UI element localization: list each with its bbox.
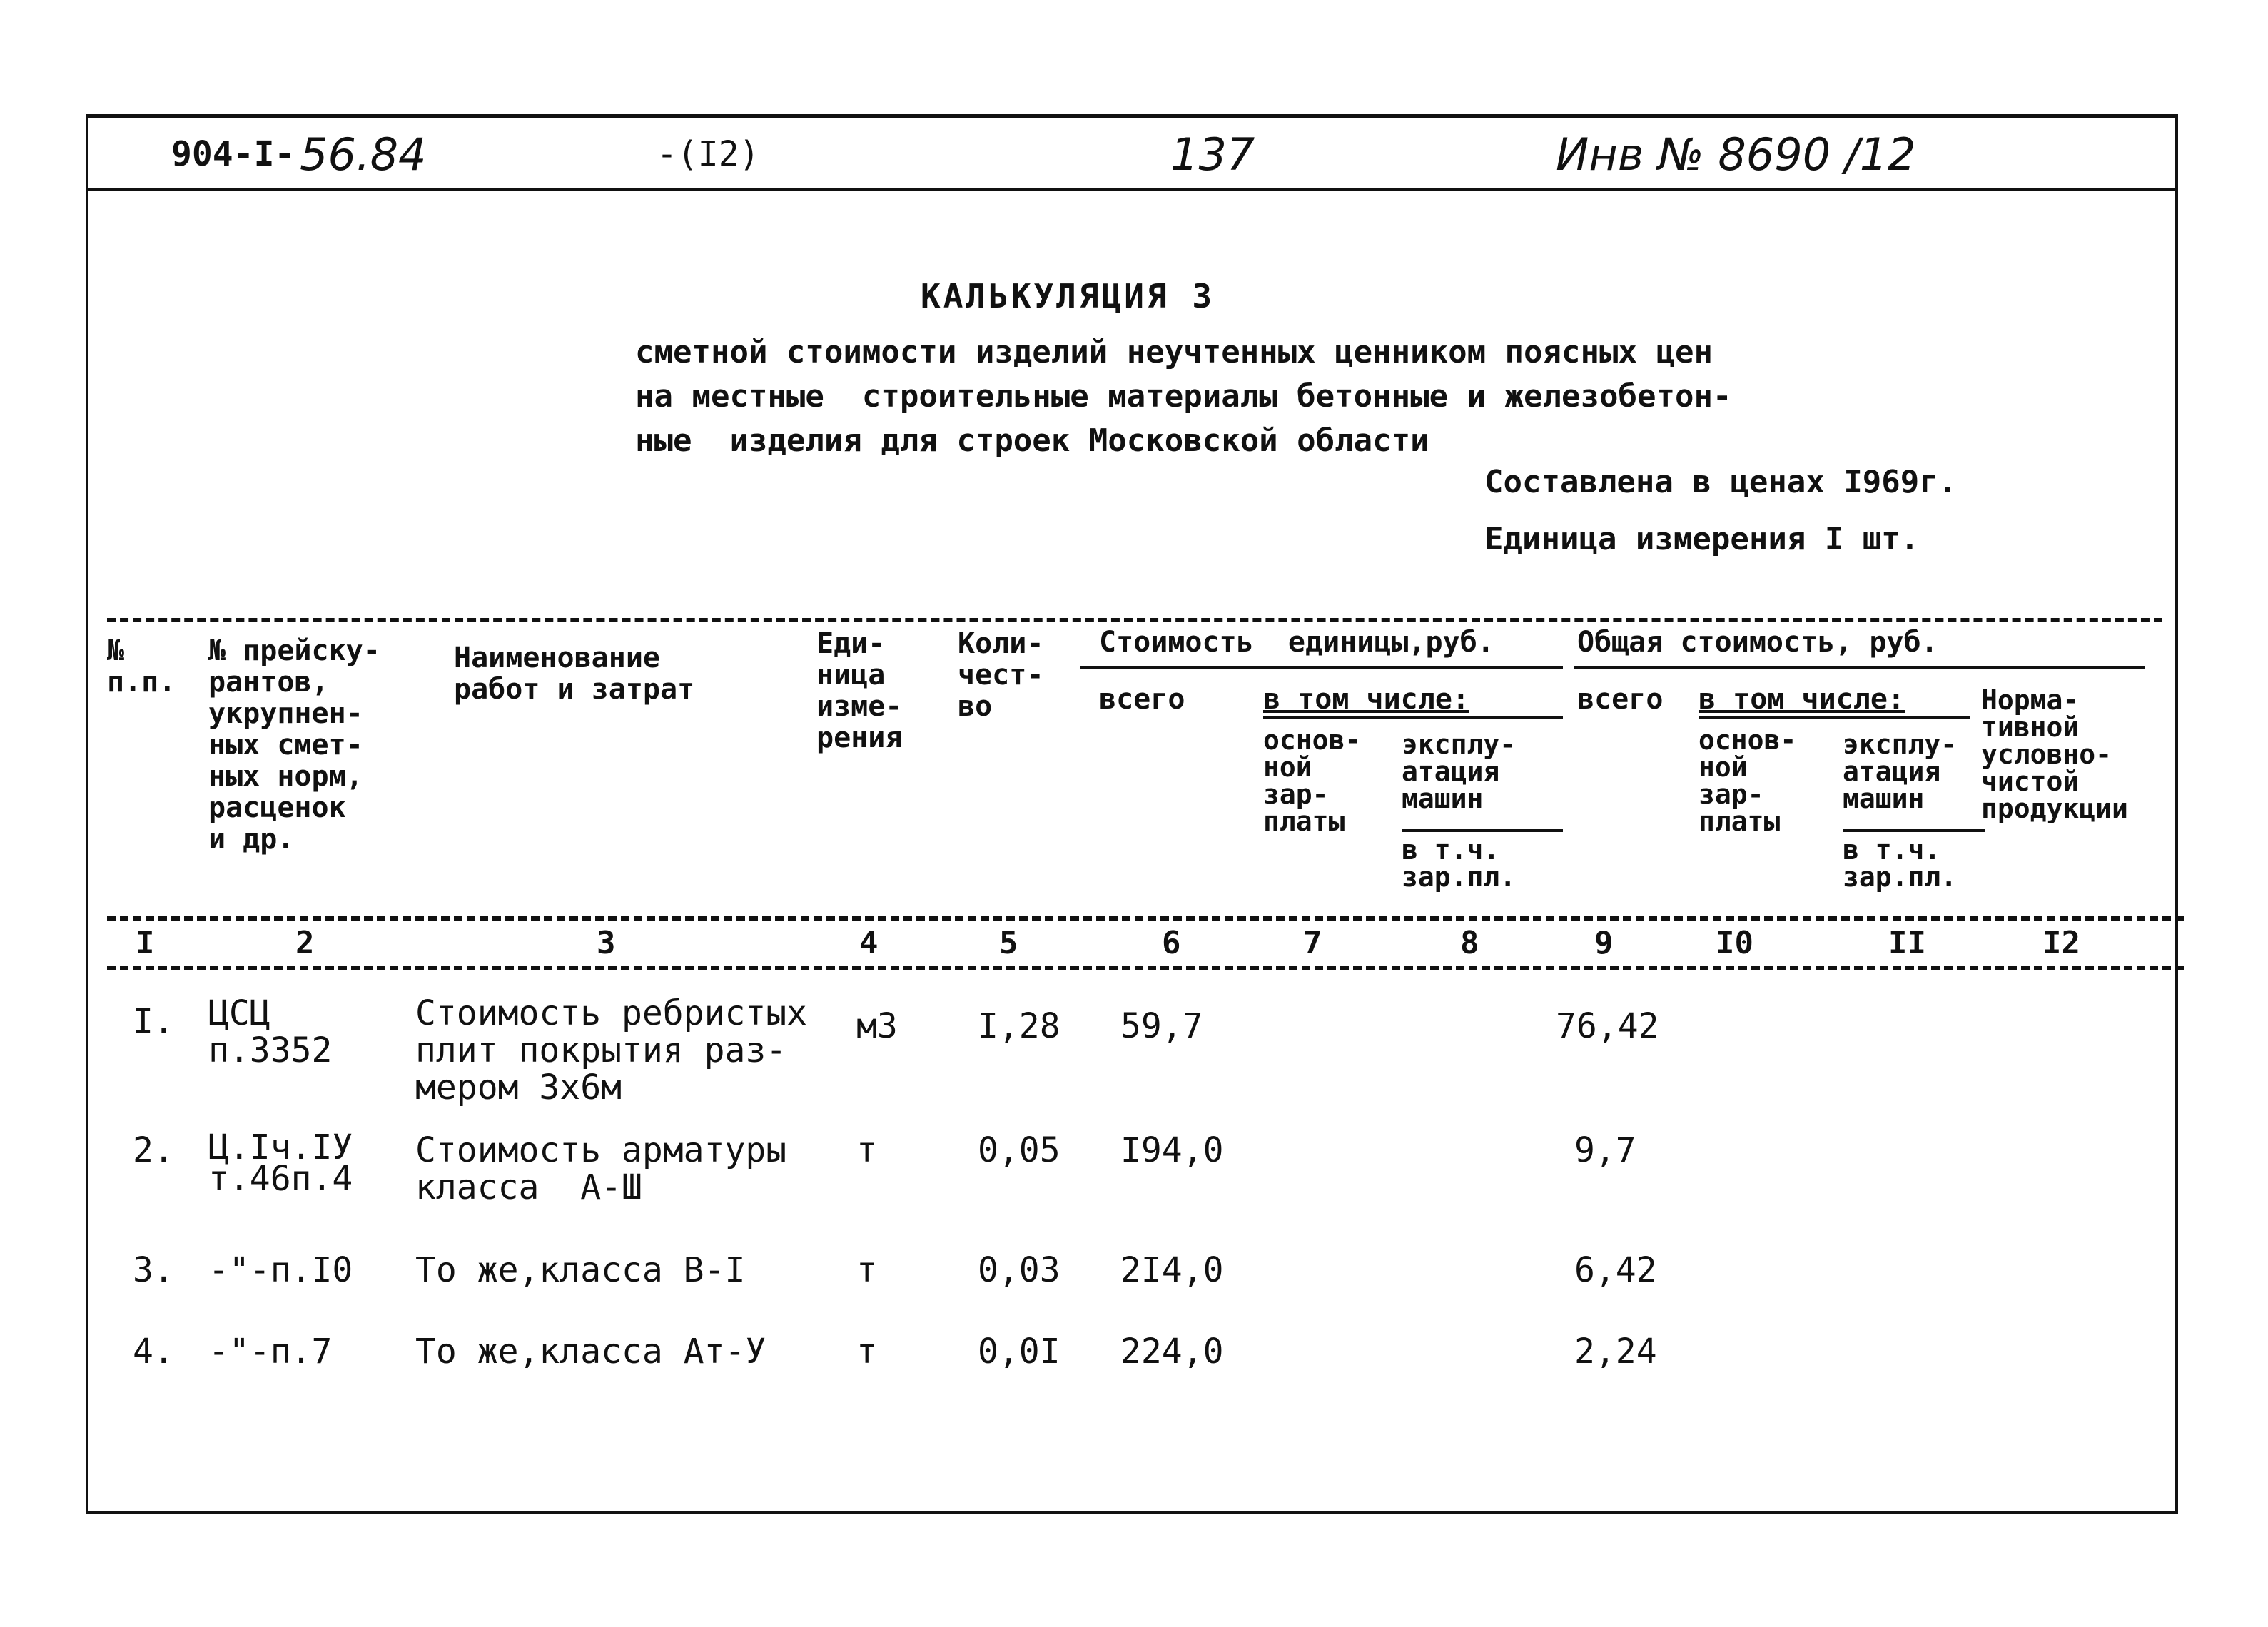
album-number: -(I2) [657, 134, 760, 174]
column-number-9: 9 [1594, 925, 1614, 961]
unit-machine-underline [1402, 829, 1563, 832]
row-4-unit-cost: 224,0 [1120, 1332, 1224, 1372]
column-number-11: II [1888, 925, 1926, 961]
subtitle-line-3: ные изделия для строек Московской области [635, 422, 1429, 459]
row-3-number: 3. [133, 1250, 174, 1290]
column-number-8: 8 [1460, 925, 1479, 961]
row-1-reference: ЦСЦ п.3352 [208, 993, 333, 1070]
header-unit-including: в том числе: [1263, 683, 1469, 716]
header-rule [86, 188, 2178, 191]
header-work-name: Наименование работ и затрат [454, 642, 695, 706]
page-frame [86, 114, 2178, 1514]
row-3-unit: т [856, 1250, 877, 1290]
header-total-cost: Общая стоимость, руб. [1577, 626, 1938, 659]
row-3-unit-cost: 2I4,0 [1120, 1250, 1224, 1290]
row-2-work-name: Стоимость арматуры класса А-Ш [415, 1130, 787, 1207]
unit-note: Единица измерения I шт. [1484, 521, 1920, 557]
header-total-including: в том числе: [1699, 683, 1905, 716]
header-total-machine-ops: эксплу- атация машин [1843, 729, 1958, 814]
row-2-reference: Ц.Iч.IУ т.46п.4 [208, 1127, 353, 1199]
header-row-number: № п.п. [107, 634, 176, 699]
page-number: 137 [1170, 128, 1255, 181]
column-number-6: 6 [1162, 925, 1181, 961]
row-1-number: I. [133, 1002, 174, 1042]
row-4-quantity: 0,0I [978, 1332, 1060, 1372]
column-number-1: I [136, 925, 155, 961]
row-4-reference: -"-п.7 [208, 1332, 333, 1372]
row-4-unit: т [856, 1332, 877, 1372]
subtitle-line-2: на местные строительные материалы бетонные и железобетон- [635, 378, 1732, 415]
header-normative-product: Норма- тивной условно- чистой продукции [1981, 684, 2128, 824]
header-unit-total: всего [1099, 683, 1185, 716]
header-quantity: Коли- чест- во [958, 627, 1044, 723]
table-top-rule [107, 618, 2162, 622]
column-number-2: 2 [295, 925, 315, 961]
row-1-unit-cost: 59,7 [1120, 1006, 1203, 1046]
column-number-7: 7 [1303, 925, 1322, 961]
header-unit-cost: Стоимость единицы,руб. [1099, 626, 1494, 659]
header-total-total: всего [1577, 683, 1664, 716]
row-4-work-name: То же,класса Ат-У [415, 1332, 766, 1372]
row-3-total-cost: 6,42 [1574, 1250, 1657, 1290]
header-total-machine-wage: в т.ч. зар.пл. [1843, 834, 1958, 893]
header-unit-machine-wage: в т.ч. зар.пл. [1402, 834, 1517, 893]
column-numbers-rule [107, 966, 2184, 970]
row-2-unit-cost: I94,0 [1120, 1130, 1224, 1170]
header-bottom-rule [107, 916, 2184, 921]
project-code: 904-I- [171, 134, 295, 174]
unit-cost-underline [1080, 666, 1563, 669]
row-1-unit: м3 [856, 1006, 898, 1046]
unit-incl-underline [1263, 716, 1563, 719]
header-unit: Еди- ница изме- рения [816, 627, 903, 754]
row-1-total-cost: 76,42 [1556, 1006, 1659, 1046]
column-number-4: 4 [859, 925, 879, 961]
header-total-base-wage: основ- ной зар- платы [1699, 724, 1797, 837]
row-1-work-name: Стоимость ребристых плит покрытия раз- мером 3х6м [415, 993, 808, 1108]
row-2-total-cost: 9,7 [1574, 1130, 1636, 1170]
row-1-quantity: I,28 [978, 1006, 1060, 1046]
inventory-number: Инв № 8690 /12 [1556, 128, 1916, 181]
total-machine-underline [1843, 829, 1985, 832]
project-code-handwritten: 56.84 [300, 128, 427, 181]
row-3-quantity: 0,03 [978, 1250, 1060, 1290]
row-2-unit: т [856, 1130, 877, 1170]
column-number-3: 3 [597, 925, 616, 961]
row-2-number: 2. [133, 1130, 174, 1170]
header-unit-base-wage: основ- ной зар- платы [1263, 724, 1362, 837]
row-4-total-cost: 2,24 [1574, 1332, 1657, 1372]
column-number-10: I0 [1716, 925, 1753, 961]
price-basis: Составлена в ценах I969г. [1484, 464, 1958, 500]
column-number-5: 5 [999, 925, 1018, 961]
subtitle-line-1: сметной стоимости изделий неучтенных ценником поясных цен [635, 334, 1713, 370]
row-3-reference: -"-п.I0 [208, 1250, 353, 1290]
row-4-number: 4. [133, 1332, 174, 1372]
total-incl-underline [1699, 716, 1970, 719]
row-2-quantity: 0,05 [978, 1130, 1060, 1170]
column-number-12: I2 [2042, 925, 2080, 961]
header-unit-machine-ops: эксплу- атация машин [1402, 729, 1517, 814]
header-price-reference: № прейску- рантов, укрупнен- ных смет- ных норм, расценок и др. [208, 634, 380, 856]
total-cost-underline [1574, 666, 2145, 669]
row-3-work-name: То же,класса В-I [415, 1250, 746, 1290]
document-title: КАЛЬКУЛЯЦИЯ 3 [921, 277, 1215, 315]
